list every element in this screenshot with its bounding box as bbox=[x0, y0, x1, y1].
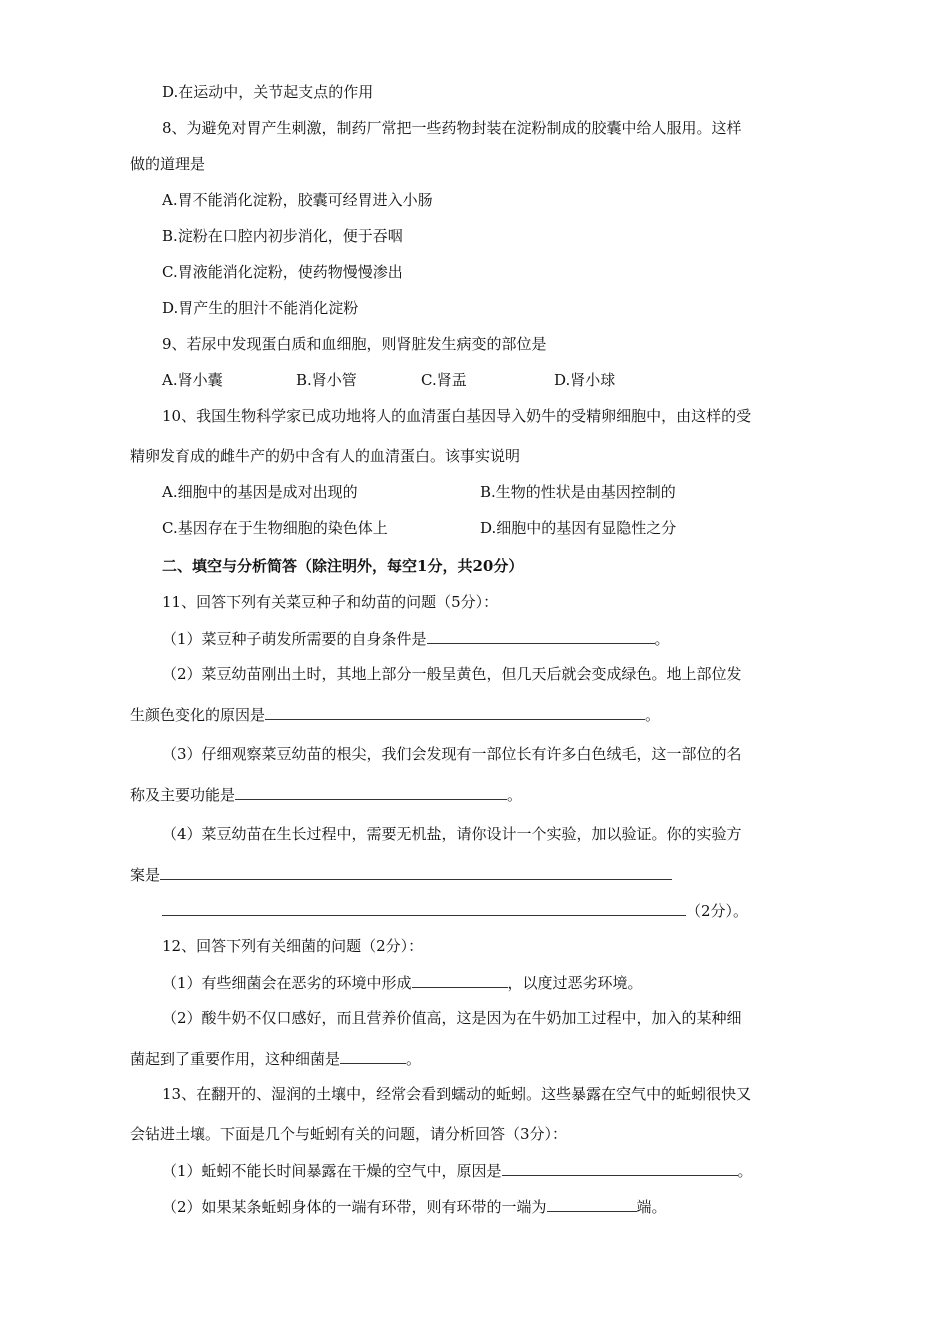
q11-part4-line3 bbox=[162, 900, 822, 920]
q8-option-a: A.胃不能消化淀粉，胶囊可经胃进入小肠 bbox=[162, 191, 433, 209]
q12-part1-end: ，以度过恶劣环境。 bbox=[507, 974, 643, 992]
q11-part3-text: 称及主要功能是 bbox=[130, 786, 236, 804]
q8-option-b: B.淀粉在口腔内初步消化，便于吞咽 bbox=[162, 227, 403, 245]
q9-option-c: C.肾盂 bbox=[421, 371, 467, 389]
q13-part1 bbox=[162, 1160, 822, 1180]
q12-part2-end: 。 bbox=[406, 1050, 422, 1068]
q9-stem: 9、若尿中发现蛋白质和血细胞，则肾脏发生病变的部位是 bbox=[162, 335, 547, 353]
q13-stem-line2: 会钻进土壤。下面是几个与蚯蚓有关的问题，请分析回答（3分）： bbox=[130, 1125, 568, 1143]
q11-part2-blank[interactable] bbox=[265, 704, 645, 720]
q11-part4-text: 案是 bbox=[130, 866, 161, 884]
q12-part2-text: 菌起到了重要作用，这种细菌是 bbox=[130, 1050, 341, 1068]
q13-part2-end: 端。 bbox=[636, 1198, 667, 1216]
q10-options-row1 bbox=[162, 482, 822, 502]
q13-part1-end: 。 bbox=[737, 1162, 753, 1180]
q12-part2-blank[interactable] bbox=[340, 1048, 406, 1064]
q12-part2-line1: （2）酸牛奶不仅口感好，而且营养价值高，这是因为在牛奶加工过程中，加入的某种细 bbox=[162, 1009, 742, 1027]
q10-stem-line1: 10、我国生物科学家已成功地将人的血清蛋白基因导入奶牛的受精卵细胞中，由这样的受 bbox=[162, 407, 752, 425]
q11-part2-line1: （2）菜豆幼苗刚出土时，其地上部分一般呈黄色，但几天后就会变成绿色。地上部位发 bbox=[162, 665, 742, 683]
q8-stem-line2: 做的道理是 bbox=[130, 155, 206, 173]
q11-part4-end: （2分）。 bbox=[686, 902, 749, 920]
q10-option-d: D.细胞中的基因有显隐性之分 bbox=[480, 519, 677, 537]
q13-part1-blank[interactable] bbox=[502, 1160, 738, 1176]
q11-part4-blank-2[interactable] bbox=[162, 900, 686, 916]
q10-option-c: C.基因存在于生物细胞的染色体上 bbox=[162, 519, 388, 537]
q12-stem: 12、回答下列有关细菌的问题（2分）： bbox=[162, 937, 424, 955]
q9-option-b: B.肾小管 bbox=[296, 371, 357, 389]
section2-heading: 二、填空与分析简答（除注明外，每空1分，共20分） bbox=[162, 557, 524, 575]
q13-stem-line1: 13、在翻开的、湿润的土壤中，经常会看到蠕动的蚯蚓。这些暴露在空气中的蚯蚓很快又 bbox=[162, 1085, 752, 1103]
q8-option-c: C.胃液能消化淀粉，使药物慢慢渗出 bbox=[162, 263, 403, 281]
q11-part4-line1: （4）菜豆幼苗在生长过程中，需要无机盐，请你设计一个实验，加以验证。你的实验方 bbox=[162, 825, 742, 843]
q8-stem-line1: 8、为避免对胃产生刺激，制药厂常把一些药物封装在淀粉制成的胶囊中给人服用。这样 bbox=[162, 119, 742, 137]
q11-part1-end: 。 bbox=[654, 630, 670, 648]
q12-part1-blank[interactable] bbox=[412, 972, 508, 988]
q11-part1-blank[interactable] bbox=[427, 628, 655, 644]
q12-part2-line2 bbox=[130, 1048, 790, 1068]
q10-option-a: A.细胞中的基因是成对出现的 bbox=[162, 483, 358, 501]
q11-part2-end: 。 bbox=[645, 706, 661, 724]
q12-part1-text: （1）有些细菌会在恶劣的环境中形成 bbox=[162, 974, 412, 992]
q9-option-d: D.肾小球 bbox=[554, 371, 616, 389]
q11-stem: 11、回答下列有关菜豆种子和幼苗的问题（5分）： bbox=[162, 593, 499, 611]
q11-part3-blank[interactable] bbox=[235, 784, 507, 800]
q13-part2-text: （2）如果某条蚯蚓身体的一端有环带，则有环带的一端为 bbox=[162, 1198, 547, 1216]
q11-part2-text: 生颜色变化的原因是 bbox=[130, 706, 266, 724]
q9-options bbox=[162, 370, 822, 390]
q9-option-a: A.肾小囊 bbox=[162, 371, 223, 389]
q7-option-d: D.在运动中，关节起支点的作用 bbox=[162, 83, 374, 101]
q8-option-d: D.胃产生的胆汁不能消化淀粉 bbox=[162, 299, 359, 317]
q13-part1-text: （1）蚯蚓不能长时间暴露在干燥的空气中，原因是 bbox=[162, 1162, 502, 1180]
q10-options-row2 bbox=[162, 518, 822, 538]
q10-option-b: B.生物的性状是由基因控制的 bbox=[480, 483, 676, 501]
q13-part2 bbox=[162, 1196, 822, 1216]
q11-part4-blank-1[interactable] bbox=[160, 864, 672, 880]
q11-part2-line2 bbox=[130, 704, 790, 724]
q11-part3-line1: （3）仔细观察菜豆幼苗的根尖，我们会发现有一部位长有许多白色绒毛，这一部位的名 bbox=[162, 745, 742, 763]
q11-part1-text: （1）菜豆种子萌发所需要的自身条件是 bbox=[162, 630, 427, 648]
q10-stem-line2: 精卵发育成的雌牛产的奶中含有人的血清蛋白。该事实说明 bbox=[130, 447, 521, 465]
q11-part3-end: 。 bbox=[507, 786, 523, 804]
q11-part4-line2 bbox=[130, 864, 790, 884]
q13-part2-blank[interactable] bbox=[547, 1196, 637, 1212]
q11-part3-line2 bbox=[130, 784, 790, 804]
q11-part1 bbox=[162, 628, 822, 648]
q12-part1 bbox=[162, 972, 822, 992]
